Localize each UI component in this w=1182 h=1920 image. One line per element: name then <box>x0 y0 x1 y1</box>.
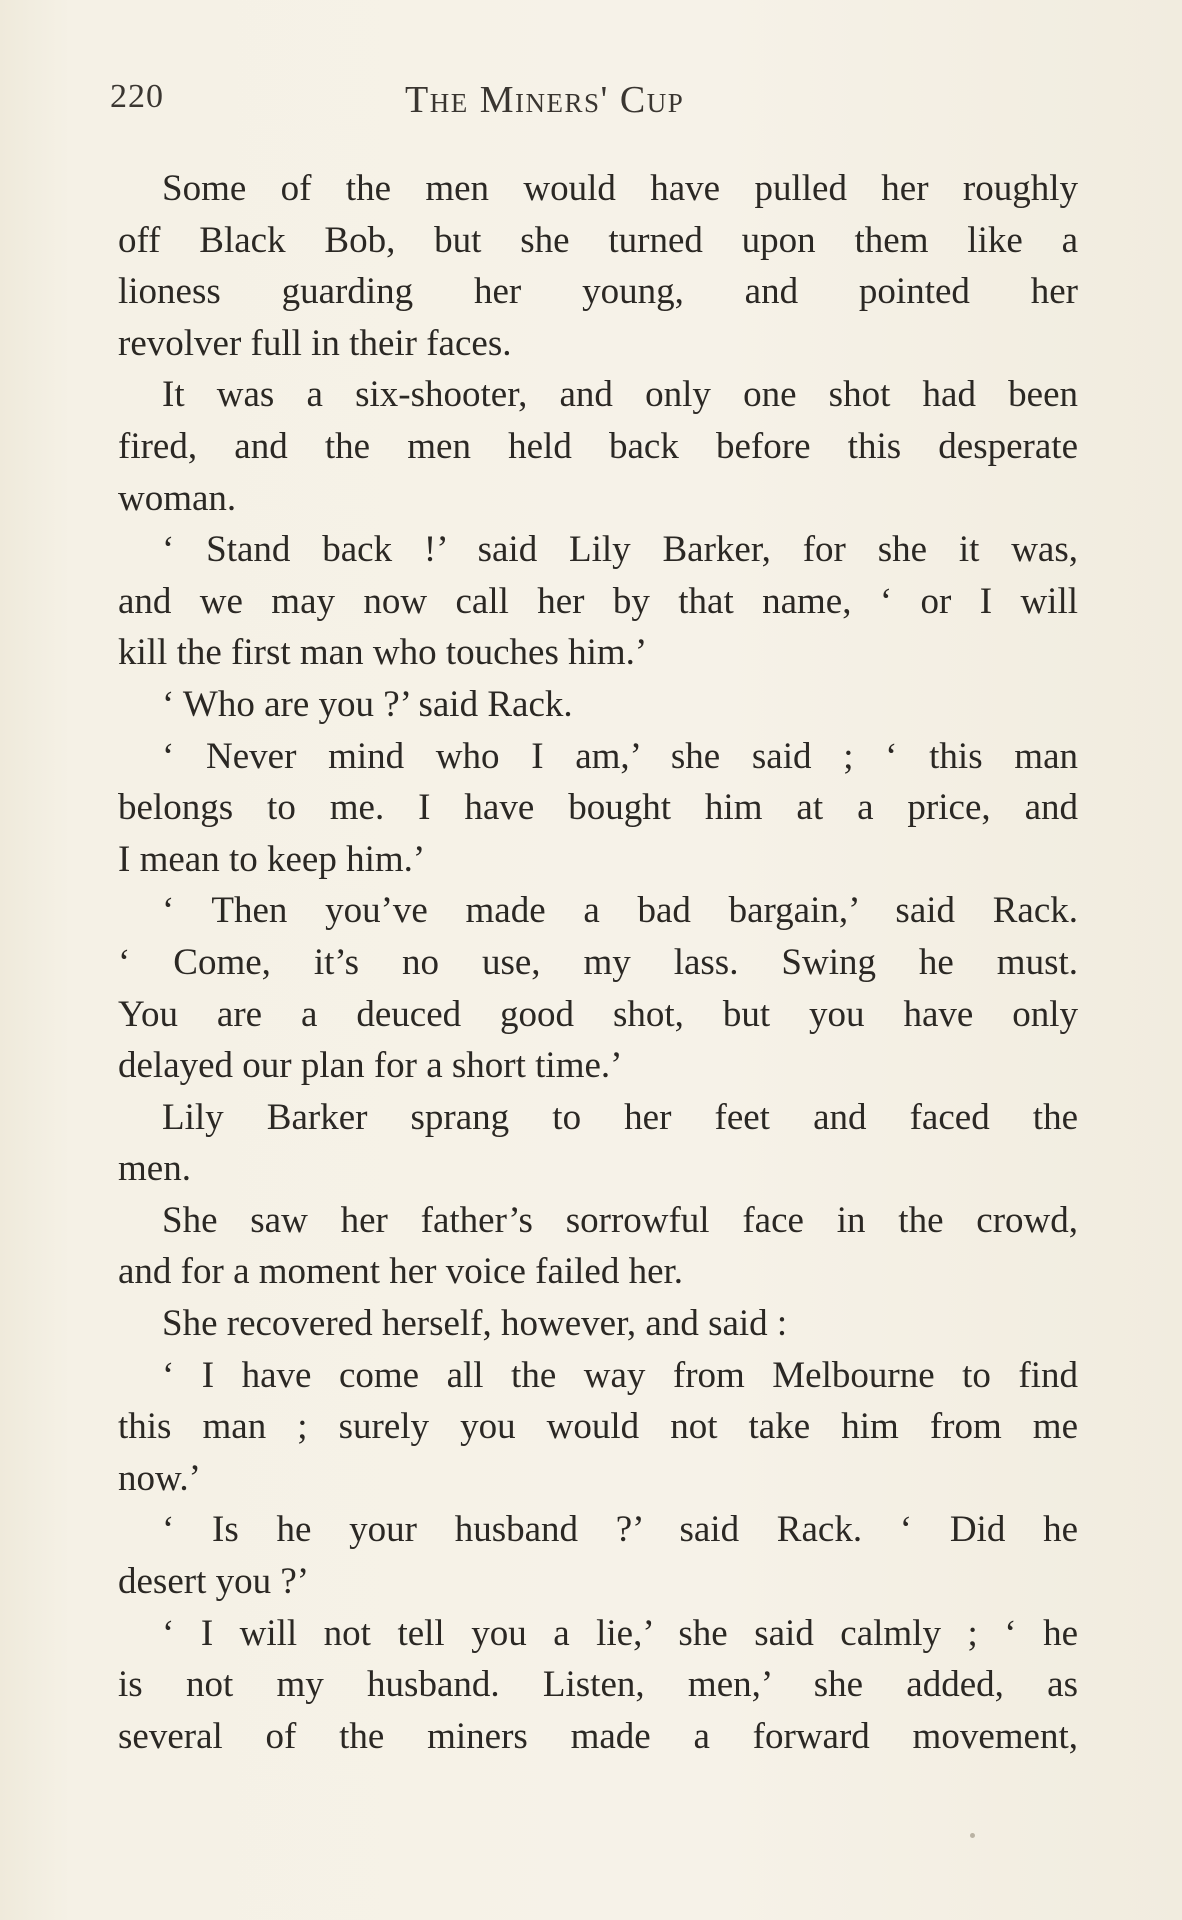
text-line: Some of the men would have pulled her roughly <box>162 168 1078 209</box>
text-line: kill the first man who touches him.’ <box>118 632 648 674</box>
text-line: Lily Barker sprang to her feet and faced the <box>162 1096 1078 1138</box>
text-line: I mean to keep him.’ <box>118 838 426 880</box>
running-title: The Miners' Cup <box>405 79 685 121</box>
text-line: ‘ Never mind who I am,’ she said ; ‘ this man <box>162 735 1078 777</box>
text-line: She recovered herself, however, and said : <box>162 1303 788 1345</box>
text-line: and we may now call her by that name, ‘ or I will <box>118 580 1078 622</box>
text-line: now.’ <box>118 1457 201 1499</box>
text-line: belongs to me. I have bought him at a price, and <box>118 787 1078 829</box>
text-line: ‘ Stand back !’ said Lily Barker, for she it was, <box>162 529 1078 571</box>
text-line: ‘ Is he your husband ?’ said Rack. ‘ Did he <box>162 1509 1078 1551</box>
text-line: woman. <box>118 477 237 519</box>
paper-speck <box>970 1833 975 1838</box>
text-line: It was a six-shooter, and only one shot had been <box>162 374 1078 416</box>
text-line: ‘ Who are you ?’ said Rack. <box>162 683 573 725</box>
text-line: ‘ Come, it’s no use, my lass. Swing he must. <box>118 941 1078 983</box>
text-line: fired, and the men held back before this desperate <box>118 425 1078 467</box>
text-line: several of the miners made a forward movement, <box>118 1715 1078 1757</box>
text-line: off Black Bob, but she turned upon them like a <box>118 219 1078 261</box>
text-line: is not my husband. Listen, men,’ she added, as <box>118 1664 1078 1706</box>
text-line: desert you ?’ <box>118 1561 310 1603</box>
text-line: She saw her father’s sorrowful face in the crowd, <box>162 1199 1078 1241</box>
page-number: 220 <box>110 78 164 115</box>
text-line: ‘ I will not tell you a lie,’ she said calmly ; ‘ he <box>162 1612 1078 1654</box>
body-text <box>118 163 1078 1762</box>
text-line: this man ; surely you would not take him from me <box>118 1406 1078 1448</box>
text-line: delayed our plan for a short time.’ <box>118 1045 623 1087</box>
text-line: and for a moment her voice failed her. <box>118 1251 684 1293</box>
text-line: ‘ I have come all the way from Melbourne to find <box>162 1354 1078 1396</box>
page-header <box>110 78 1090 128</box>
text-line: You are a deuced good shot, but you have only <box>118 993 1078 1035</box>
text-line: lioness guarding her young, and pointed her <box>118 271 1078 313</box>
text-line: ‘ Then you’ve made a bad bargain,’ said Rack. <box>162 890 1078 932</box>
text-line: men. <box>118 1148 191 1190</box>
text-line: revolver full in their faces. <box>118 322 512 364</box>
